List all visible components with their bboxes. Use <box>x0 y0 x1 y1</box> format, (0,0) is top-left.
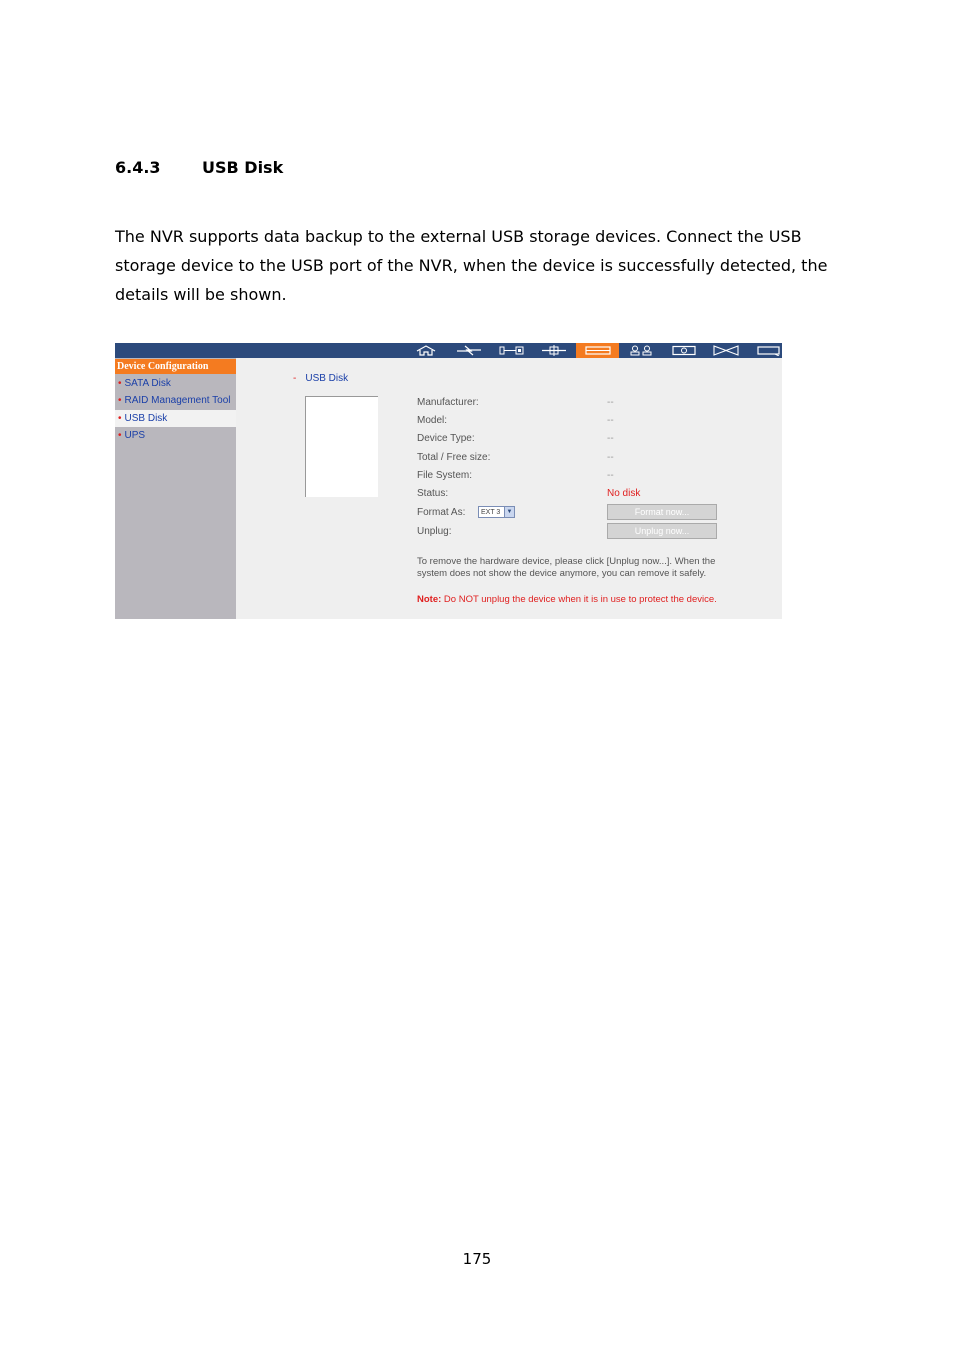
device-type-label: Device Type: <box>417 433 475 444</box>
model-label: Model: <box>417 415 448 426</box>
size-label: Total / Free size: <box>417 452 491 463</box>
bullet-icon: • <box>118 413 122 424</box>
format-selected-value: EXT 3 <box>481 509 501 516</box>
file-system-value: -- <box>607 470 614 481</box>
sidebar-item-usb-disk[interactable] <box>115 410 236 427</box>
network-share-icon[interactable] <box>712 343 740 358</box>
section-title: USB Disk <box>202 158 284 177</box>
warning-text: Do NOT unplug the device when it is in use to protect the device. <box>441 594 717 605</box>
nvr-usb-disk-screenshot <box>115 343 782 619</box>
page-number: 175 <box>462 1250 492 1268</box>
sidebar-item-raid-management-tool[interactable] <box>115 392 236 409</box>
sidebar-item-label: RAID Management Tool <box>124 395 231 406</box>
warning-prefix: Note: <box>417 594 442 605</box>
size-value: -- <box>607 452 614 463</box>
sidebar-item-label: UPS <box>124 430 146 441</box>
user-icon[interactable] <box>627 343 655 358</box>
format-now-button[interactable]: Format now... <box>607 504 717 520</box>
sidebar-item-label: SATA Disk <box>124 378 171 389</box>
breadcrumb-dash: - <box>293 373 297 384</box>
section-heading <box>115 158 283 177</box>
page-title: USB Disk <box>305 373 349 384</box>
unplug-warning <box>417 594 717 606</box>
quick-config-icon[interactable] <box>454 343 484 358</box>
file-system-label: File System: <box>417 470 473 481</box>
status-value: No disk <box>607 488 641 499</box>
sidebar-item-ups[interactable] <box>115 427 236 444</box>
bullet-icon: • <box>118 395 122 406</box>
intro-paragraph: The NVR supports data backup to the external USB storage devices. Connect the USB storage device to the USB port of the NVR, when the device is successfully detected, the details will be shown. <box>115 227 828 304</box>
chevron-down-icon[interactable]: ▼ <box>504 507 514 517</box>
sidebar-item-label: USB Disk <box>124 413 168 424</box>
status-label: Status: <box>417 488 449 499</box>
format-select[interactable] <box>478 506 515 518</box>
manufacturer-value: -- <box>607 397 614 408</box>
system-tools-icon[interactable] <box>498 343 526 358</box>
sidebar-item-sata-disk[interactable] <box>115 375 236 392</box>
bullet-icon: • <box>118 430 122 441</box>
sidebar-title: Device Configuration <box>115 359 236 374</box>
unplug-now-button[interactable]: Unplug now... <box>607 523 717 539</box>
format-as-label: Format As: <box>417 507 466 518</box>
unplug-instructions: To remove the hardware device, please click [Unplug now...]. When the system does not show the device anymore, you can remove it safely. <box>417 556 716 579</box>
unplug-label: Unplug: <box>417 526 452 537</box>
manufacturer-label: Manufacturer: <box>417 397 479 408</box>
system-log-icon[interactable] <box>756 343 782 358</box>
section-number: 6.4.3 <box>115 158 161 177</box>
network-icon[interactable] <box>540 343 568 358</box>
model-value: -- <box>607 415 614 426</box>
device-type-value: -- <box>607 433 614 444</box>
disk-image-panel <box>305 396 378 497</box>
camera-icon[interactable] <box>670 343 698 358</box>
home-icon[interactable] <box>413 343 439 358</box>
top-nav-bar <box>115 343 782 358</box>
bullet-icon: • <box>118 378 122 389</box>
sidebar <box>115 358 236 619</box>
breadcrumb <box>293 373 348 384</box>
device-config-icon[interactable] <box>576 343 619 358</box>
